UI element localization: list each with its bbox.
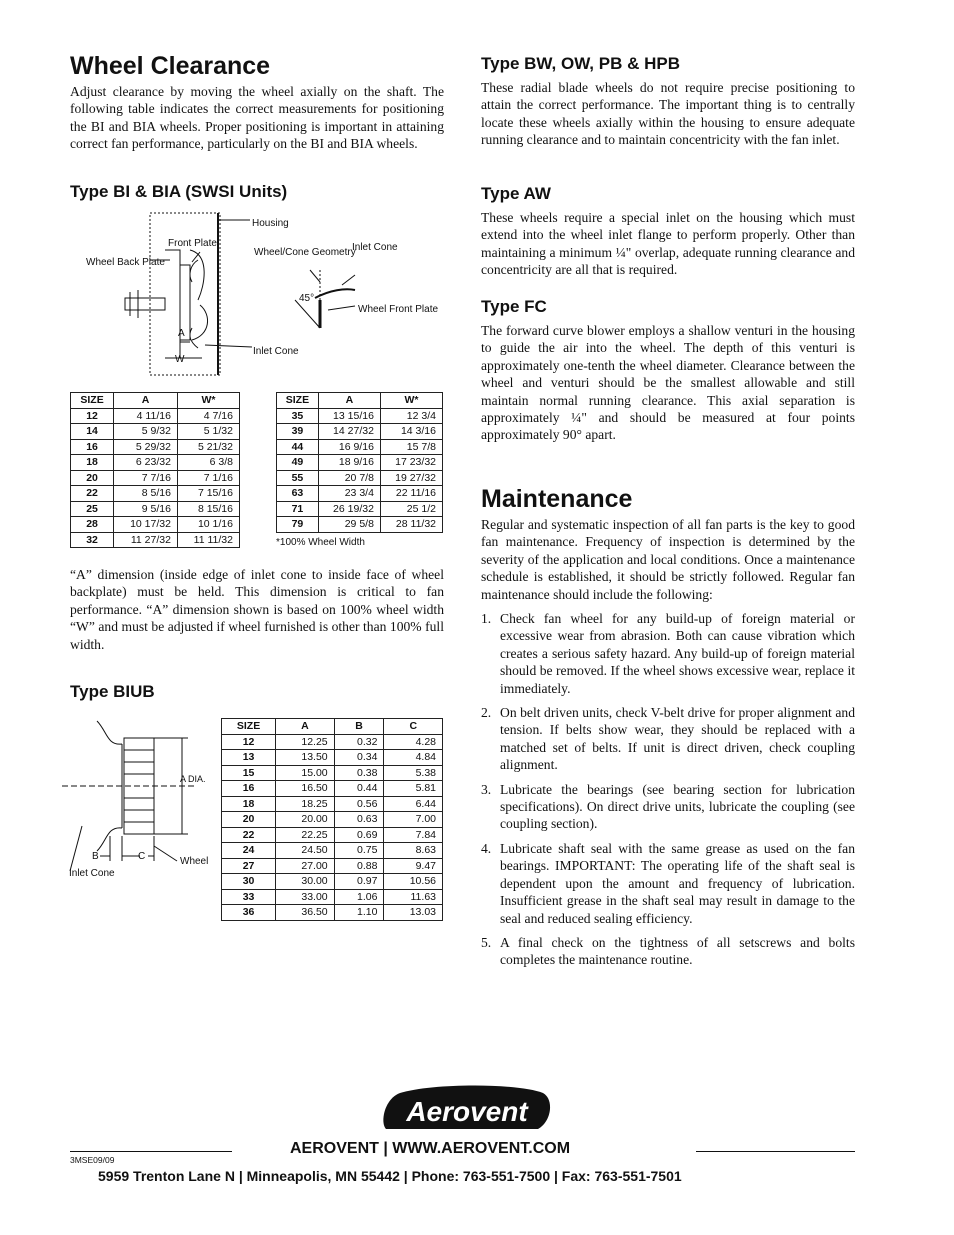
table-row: 32 11 27/32 11 11/32 [71,532,240,548]
biub-heading: Type BIUB [70,682,155,701]
list-item: 5. A final check on the tightness of all setscrews and bolts completes the maintenance routine. [481,934,855,968]
table-row: 25 9 5/16 8 15/16 [71,501,240,517]
table-row: 12 4 11/16 4 7/16 [71,408,240,424]
list-item: 4. Lubricate shaft seal with the same grease as used on the fan bearings. IMPORTANT: The operating life of the shaft seal is dependent upon the amount and frequency of lubrication. Insufficient grease in the shaft seal may result in damage to the seal and reduced sealing efficiency. [481,840,855,926]
document-code: 3MSE09/09 [70,1155,115,1165]
bi-wheel-diagram [80,210,440,385]
aw-text: These wheels require a special inlet on the housing which must extend into the wheel inlet flange to perform properly. Other than maintaining a minimum ¼" overlap, adequate running clearance and concentricity are all that is required. [481,210,855,278]
table-row: 28 10 17/32 10 1/16 [71,517,240,533]
table-row: 33 33.00 1.06 11.63 [222,889,443,905]
table-row: 18 18.25 0.56 6.44 [222,796,443,812]
footer-website: AEROVENT | WWW.AEROVENT.COM [290,1140,571,1157]
table-row: 36 36.50 1.10 13.03 [222,905,443,921]
angle-label: 45° [299,293,315,304]
table-row: 22 8 5/16 7 15/16 [71,486,240,502]
front-plate-label: Front Plate [168,238,217,249]
biub-wheel-diagram [62,716,222,884]
b-dimension-label: B [92,851,99,862]
inlet-cone-top-label: Inlet Cone [352,242,398,253]
wheel-label: Wheel [180,856,209,867]
maintenance-list [481,610,855,976]
table-row: 27 27.00 0.88 9.47 [222,858,443,874]
bw-heading: Type BW, OW, PB & HPB [481,54,680,73]
col-header-size: SIZE [222,719,276,735]
table-row: 39 14 27/32 14 3/16 [277,424,443,440]
col-header-size: SIZE [71,393,114,409]
table-row: 13 13.50 0.34 4.84 [222,750,443,766]
wheel-front-plate-label: Wheel Front Plate [358,304,439,315]
table-row: 44 16 9/16 15 7/8 [277,439,443,455]
a-dimension-text: “A” dimension (inside edge of inlet cone to inside face of wheel backplate) must be held. This dimension is critical to fan performance. “A” dimension shown is based on 100% wheel width “W” and must be adjusted if wheel furnished is other than 100% full width. [70,567,444,652]
footer-address: 5959 Trenton Lane N | Minneapolis, MN 55442 | Phone: 763-551-7500 | Fax: 763-551-7501 [98,1168,682,1184]
table-row: 20 20.00 0.63 7.00 [222,812,443,828]
table-row: 16 16.50 0.44 5.81 [222,781,443,797]
table-row: 14 5 9/32 5 1/32 [71,424,240,440]
table-row: 35 13 15/16 12 3/4 [277,408,443,424]
a-dimension-label: A [178,328,185,339]
table-row: 55 20 7/8 19 27/32 [277,470,443,486]
biub-table [221,718,443,921]
list-item: 3. Lubricate the bearings (see bearing section for lubrication specifications). On direct drive units, lubricate the coupling (see coupling section). [481,781,855,832]
col-header-c: C [384,719,443,735]
maintenance-title: Maintenance [481,485,633,513]
table-row: 12 12.25 0.32 4.28 [222,734,443,750]
page-title: Wheel Clearance [70,52,271,80]
footer-rule-right [696,1151,855,1152]
bw-text: These radial blade wheels do not require precise positioning to attain the correct performance. The important thing is to centrally locate these wheels axially within the housing to ensure adequate running clearance and to maintain concentricity with the fan inlet. [481,80,855,148]
inlet-cone-label: Inlet Cone [69,868,115,879]
wheel-cone-geometry-label: Wheel/Cone Geometry [254,247,356,258]
aerovent-logo [378,1085,556,1135]
col-header-w: W* [380,393,442,409]
col-header-w: W* [177,393,239,409]
wheel-back-plate-label: Wheel Back Plate [86,257,165,268]
footer-rule-left [70,1151,232,1152]
wheel-clearance-intro: Adjust clearance by moving the wheel axially on the shaft. The following table indicates the correct measurements for positioning the BI and BIA wheels. Proper positioning is important in attaining correct fan performance, particularly on the BI and BIA wheels. [70,84,444,152]
col-header-a: A [114,393,178,409]
col-header-a: A [276,719,335,735]
a-dia-label: A DIA. [180,774,206,784]
wheel-width-note: *100% Wheel Width [276,537,365,548]
bi-table-sizes-12-32 [70,392,240,548]
housing-label: Housing [252,218,289,229]
table-row: 79 29 5/8 28 11/32 [277,517,443,533]
fc-text: The forward curve blower employs a shallow venturi in the housing to guide the air into the wheel. The depth of this venturi is approximately one-tenth the wheel diameter. Clearance between the wheel and venturi should be the smallest allowable and still maintain normal running clearance. This axial separation is approximately ¼" and should be measured at four points approximately 90° apart. [481,323,855,443]
c-dimension-label: C [138,851,146,862]
table-row: 16 5 29/32 5 21/32 [71,439,240,455]
table-row: 24 24.50 0.75 8.63 [222,843,443,859]
aw-heading: Type AW [481,184,551,203]
table-row: 71 26 19/32 25 1/2 [277,501,443,517]
bi-table-sizes-35-79 [276,392,443,533]
table-row: 63 23 3/4 22 11/16 [277,486,443,502]
table-row: 22 22.25 0.69 7.84 [222,827,443,843]
table-row: 15 15.00 0.38 5.38 [222,765,443,781]
fc-heading: Type FC [481,297,547,316]
col-header-a: A [318,393,380,409]
list-item: 2. On belt driven units, check V-belt drive for proper alignment and tension. If belts show wear, they should be replaced with a matched set of belts. If unit is direct driven, check coupling alignment. [481,705,855,773]
table-row: 49 18 9/16 17 23/32 [277,455,443,471]
col-header-b: B [334,719,384,735]
w-dimension-label: W [175,354,185,365]
maintenance-intro: Regular and systematic inspection of all fan parts is the key to good fan maintenance. Frequency of inspection is determined by the severity of the application and local conditions. Once a maintenance schedule is established, it should be strictly followed. Regular fan maintenance should include the following: [481,517,855,602]
logo-wordmark: Aerovent [406,1096,528,1127]
bi-bia-heading: Type BI & BIA (SWSI Units) [70,182,288,201]
inlet-cone-bottom-label: Inlet Cone [253,346,299,357]
table-row: 18 6 23/32 6 3/8 [71,455,240,471]
table-row: 20 7 7/16 7 1/16 [71,470,240,486]
table-row: 30 30.00 0.97 10.56 [222,874,443,890]
col-header-size: SIZE [277,393,319,409]
list-item: 1. Check fan wheel for any build-up of foreign material or excessive wear from abrasion. Both can cause vibration which creates a serious safety hazard. Any build-up of foreign material should be removed. If the wheel shows excessive wear, replace it immediately. [481,611,855,696]
